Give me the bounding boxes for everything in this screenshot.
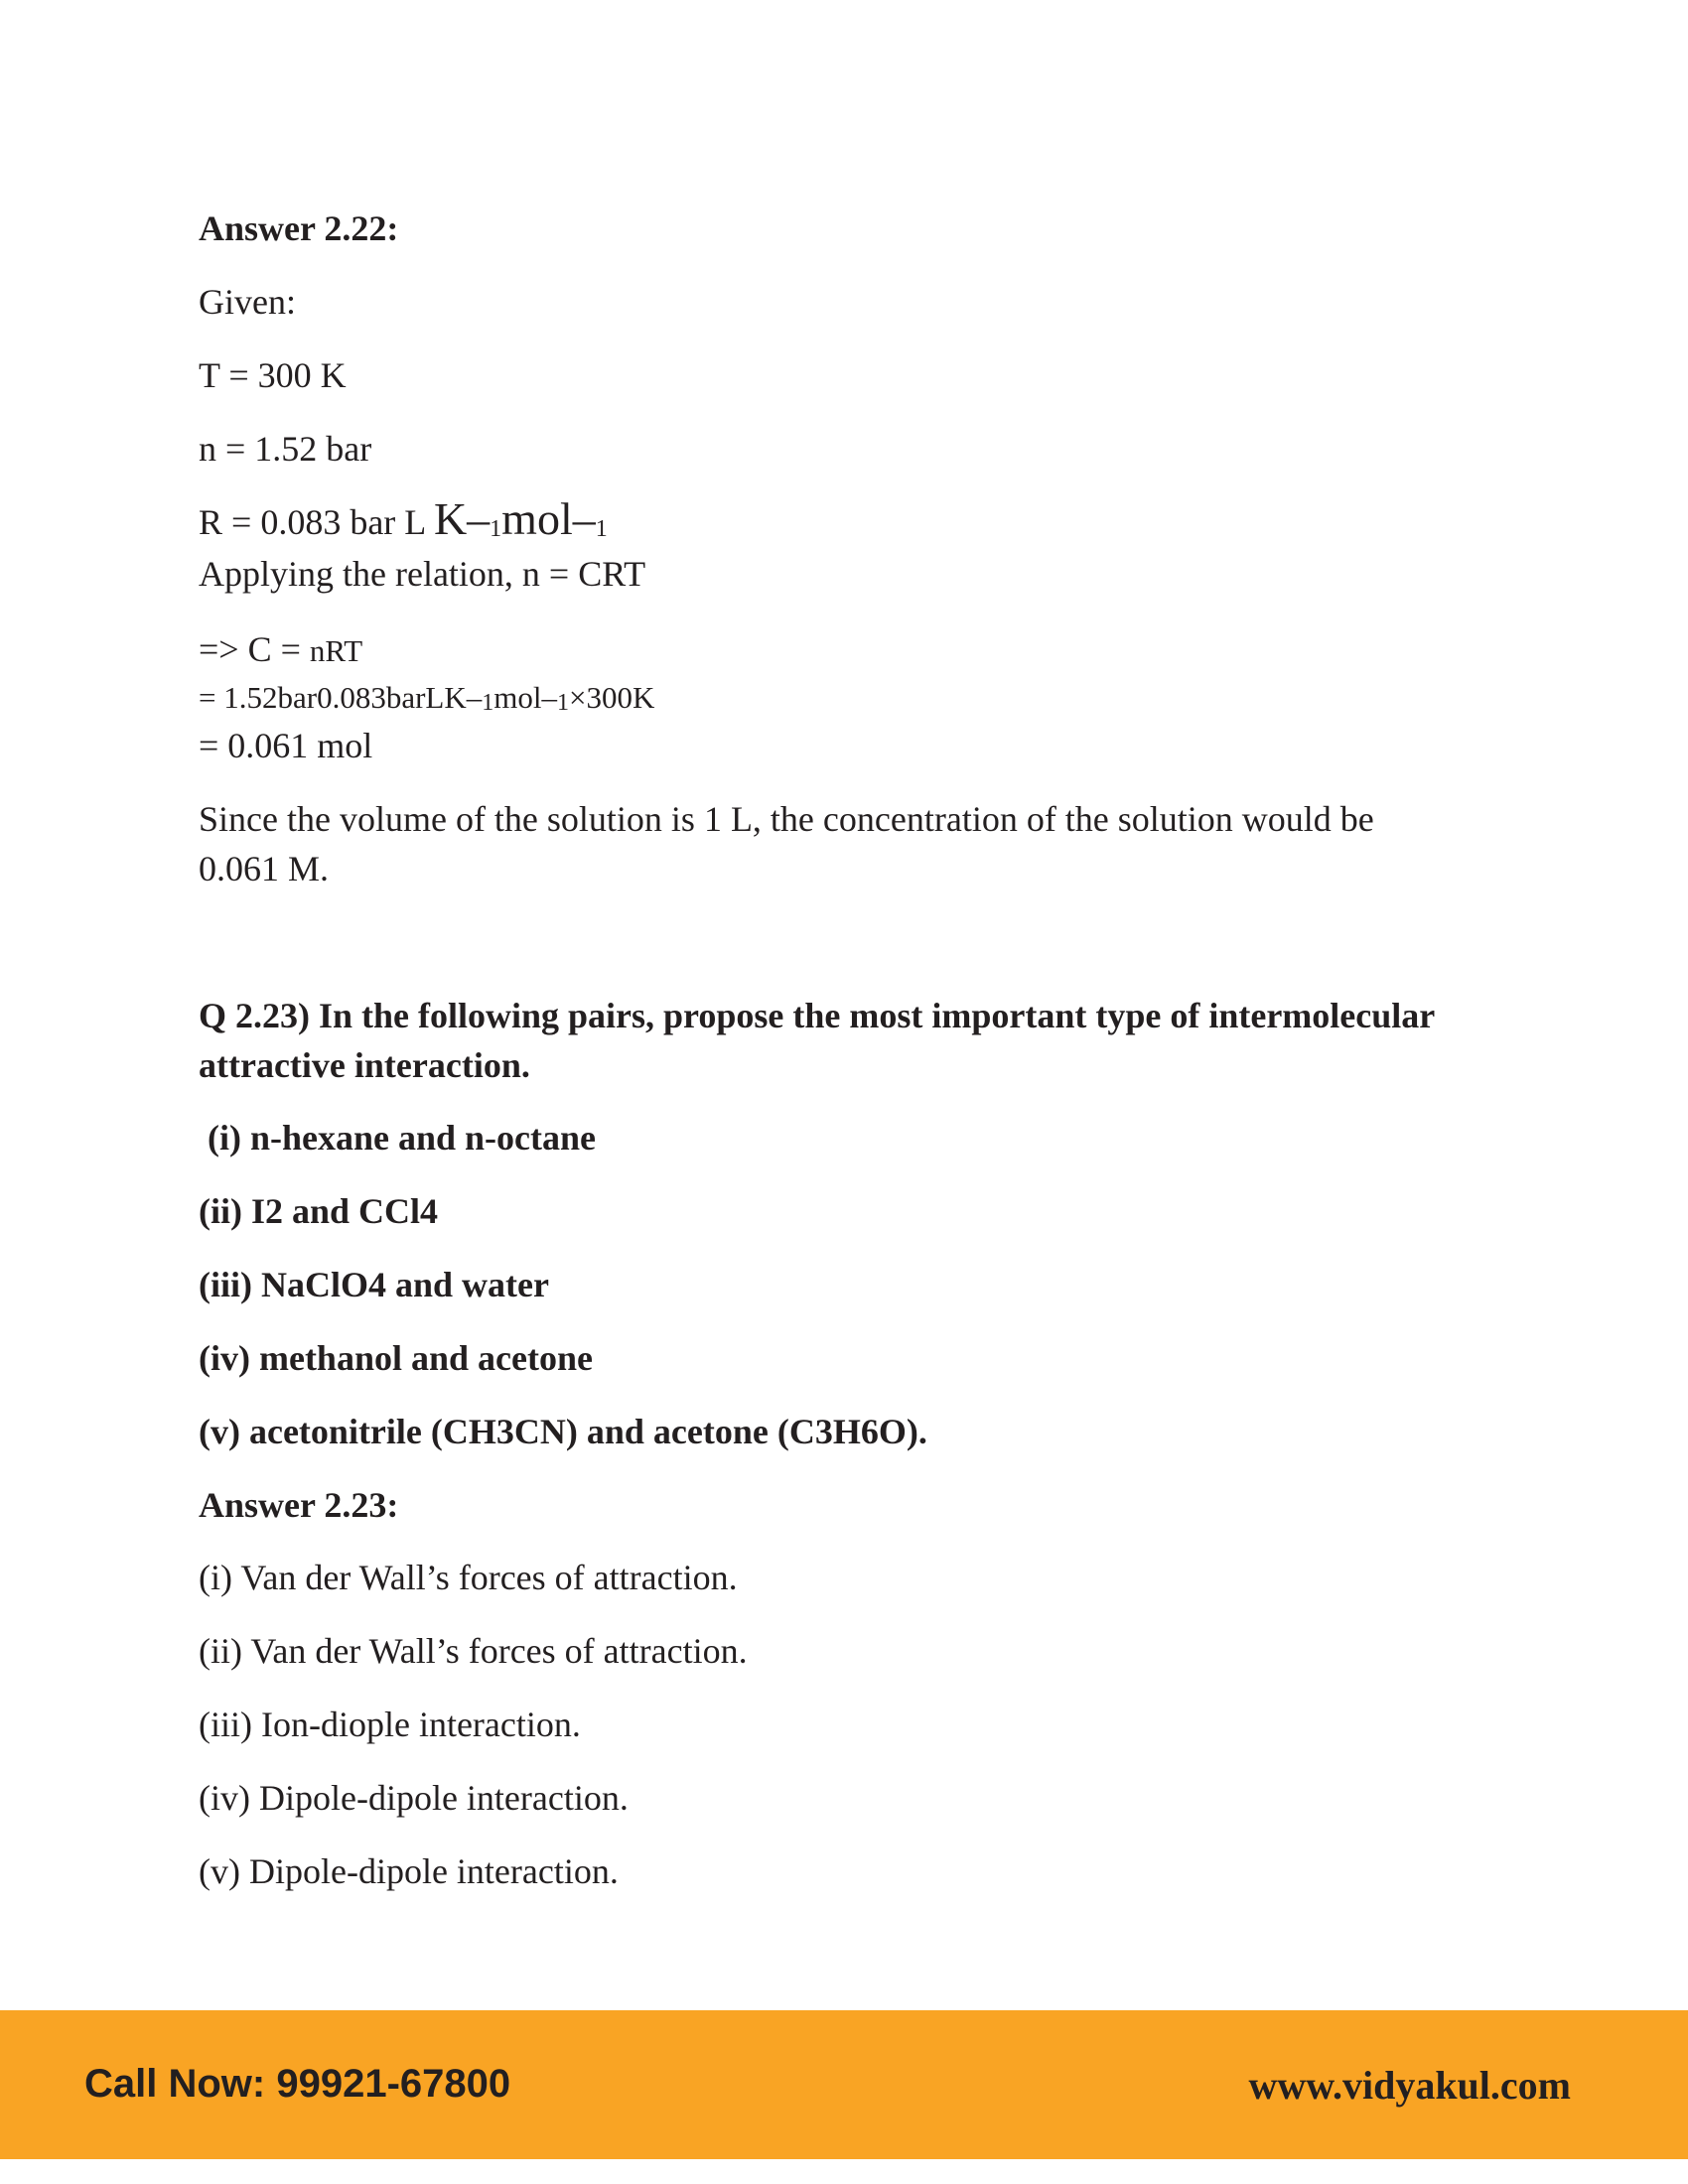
- answer-item: (v) Dipole-dipole interaction.: [199, 1851, 619, 1891]
- question-2-23-line-1: Q 2.23) In the following pairs, propose the most important type of intermolecular: [199, 996, 1436, 1035]
- answer-item: (i) Van der Wall’s forces of attraction.: [199, 1558, 738, 1597]
- question-item: (v) acetonitrile (CH3CN) and acetone (C3H6O).: [199, 1412, 927, 1451]
- call-now-phone[interactable]: Call Now: 99921-67800: [84, 2062, 511, 2106]
- formula-step-2-prefix: = 1.52bar0.083barLK–: [199, 680, 483, 715]
- question-item: (iii) NaClO4 and water: [199, 1265, 549, 1304]
- gas-constant-k-exponent: 1: [490, 516, 502, 542]
- formula-step-2-exponent-2: 1: [556, 690, 569, 716]
- question-item: (ii) I2 and CCl4: [199, 1191, 439, 1231]
- gas-constant-value: [199, 493, 608, 544]
- answer-2-23-heading: Answer 2.23:: [199, 1485, 399, 1525]
- pressure-value: n = 1.52 bar: [199, 429, 372, 469]
- question-item: (iv) methanol and acetone: [199, 1338, 593, 1378]
- footer-banner: [0, 2010, 1688, 2159]
- website-link[interactable]: www.vidyakul.com: [1248, 2063, 1571, 2108]
- answer-item: (ii) Van der Wall’s forces of attraction.: [199, 1631, 748, 1671]
- relation-text: Applying the relation, n = CRT: [199, 554, 646, 594]
- formula-step-3: = 0.061 mol: [199, 726, 373, 765]
- conclusion-line-1: Since the volume of the solution is 1 L, the concentration of the solution would be: [199, 799, 1374, 839]
- formula-step-1-expression: nRT: [309, 633, 363, 668]
- formula-step-2-mid: mol–: [493, 680, 557, 715]
- formula-step-2-exponent-1: 1: [482, 690, 494, 716]
- question-2-23-line-2: attractive interaction.: [199, 1045, 530, 1085]
- answer-item: (iii) Ion-diople interaction.: [199, 1705, 581, 1744]
- answer-2-22-heading: Answer 2.22:: [199, 208, 399, 248]
- gas-constant-k: K–: [433, 493, 491, 544]
- gas-constant-prefix: R = 0.083 bar L: [199, 502, 434, 542]
- question-item: (i) n-hexane and n-octane: [199, 1118, 597, 1158]
- answer-item: (iv) Dipole-dipole interaction.: [199, 1778, 629, 1818]
- formula-step-2-suffix: ×300K: [568, 680, 655, 715]
- gas-constant-mol-exponent: 1: [595, 516, 608, 542]
- conclusion-line-2: 0.061 M.: [199, 849, 330, 888]
- given-label: Given:: [199, 282, 296, 322]
- formula-step-1: [199, 631, 362, 667]
- temperature-value: T = 300 K: [199, 355, 347, 395]
- gas-constant-mol: mol–: [501, 493, 596, 544]
- formula-step-1-prefix: => C =: [199, 629, 310, 669]
- formula-step-2: [199, 680, 655, 716]
